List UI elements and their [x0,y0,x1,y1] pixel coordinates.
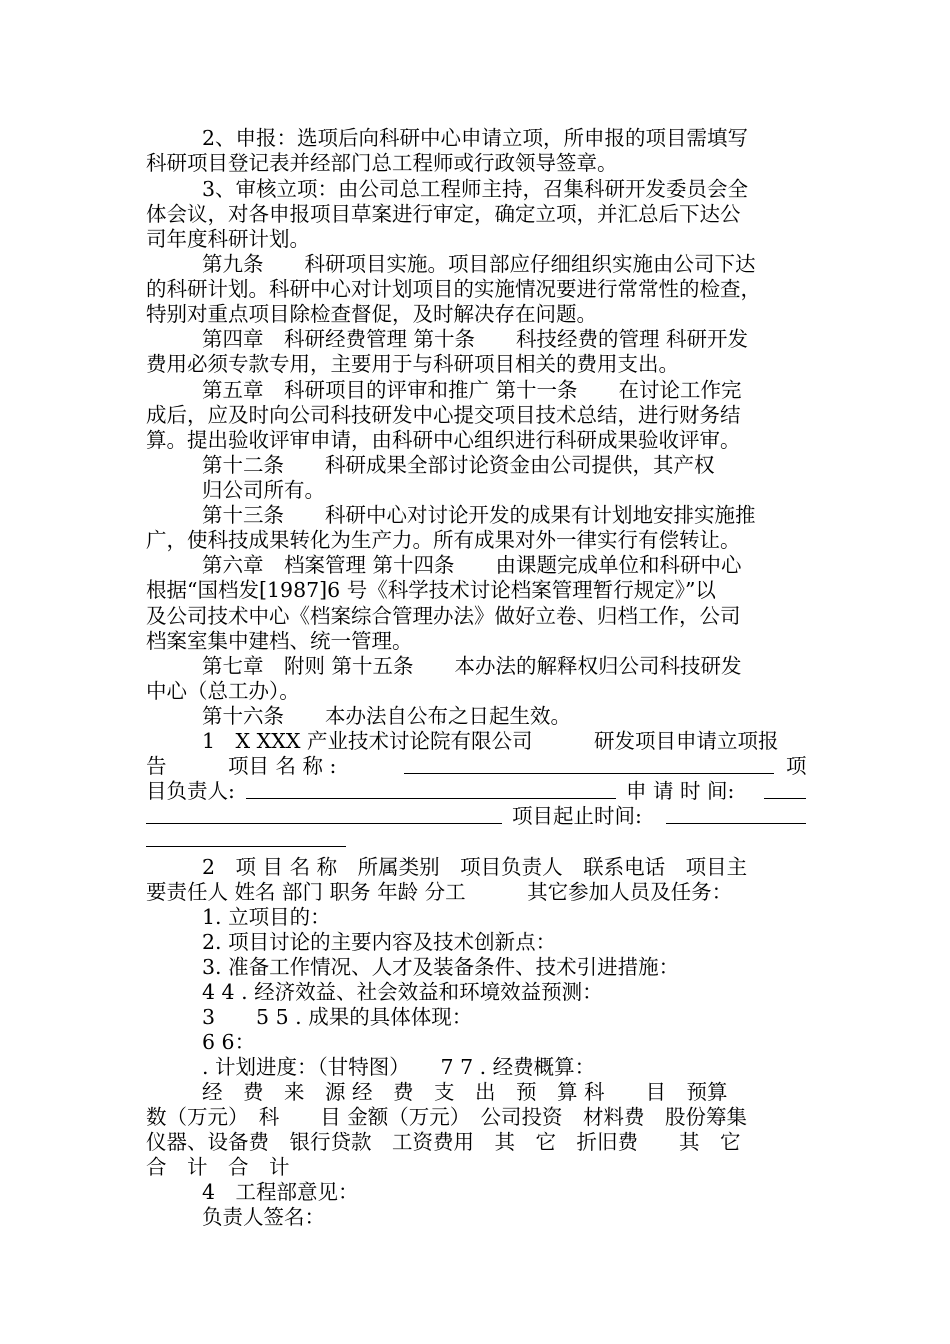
paragraph-line: 第六章 档案管理 第十四条 由课题完成单位和科研中心 [202,553,742,577]
list-item: 1. 立项目的： [202,905,331,929]
project-period-blank [666,823,806,824]
paragraph-line: 档案室集中建档、统一管理。 [146,629,413,653]
list-item: 3. 准备工作情况、人才及装备条件、技术引进措施： [202,955,680,979]
list-item: . 计划进度：（甘特图） 7 7 . 经费概算： [202,1055,596,1079]
paragraph-line: 及公司技术中心《档案综合管理办法》做好立卷、归档工作，公司 [146,604,741,628]
signature-label: 负责人签名： [202,1205,325,1229]
paragraph-line: 特别对重点项目除检查督促，及时解决存在问题。 [146,302,597,326]
project-name-blank [404,773,774,774]
table-header-line: 2 项 目 名 称 所属类别 项目负责人 联系电话 项目主 [202,855,748,879]
paragraph-line: 项 [786,754,807,778]
budget-table-line: 合 计 合 计 [146,1155,290,1179]
paragraph-line: 的科研计划。科研中心对计划项目的实施情况要进行常常性的检查， [146,277,761,301]
project-period-blank-cont [146,846,346,847]
list-item: 6 6： [202,1030,256,1054]
project-leader-blank [246,798,616,799]
engineering-opinion: 4 工程部意见： [202,1180,359,1204]
paragraph-line: 科研项目登记表并经部门总工程师或行政领导签章。 [146,151,618,175]
paragraph-line: 司年度科研计划。 [146,227,310,251]
list-item: 4 4 . 经济效益、社会效益和环境效益预测： [202,980,603,1004]
paragraph-line: 中心（总工办）。 [146,679,300,703]
budget-table-line: 数（万元） 科 目 金额（万元） 公司投资 材料费 股份筹集 [146,1105,748,1129]
paragraph-line: 第五章 科研项目的评审和推广 第十一条 在讨论工作完 [202,378,742,402]
apply-time-blank-cont [146,823,502,824]
paragraph-line: 成后，应及时向公司科技研发中心提交项目技术总结，进行财务结 [146,403,741,427]
project-name-label: 告 项目 名 称 : [146,754,337,778]
paragraph-line: 第七章 附则 第十五条 本办法的解释权归公司科技研发 [202,654,742,678]
paragraph-line: 第十二条 科研成果全部讨论资金由公司提供，其产权 [202,453,715,477]
paragraph-line: 广，使科技成果转化为生产力。所有成果对外一律实行有偿转让。 [146,528,741,552]
paragraph-line: 算。提出验收评审申请，由科研中心组织进行科研成果验收评审。 [146,428,741,452]
paragraph-line: 归公司所有。 [202,478,325,502]
paragraph-line: 3、审核立项：由公司总工程师主持，召集科研开发委员会全 [202,177,749,201]
paragraph-line: 2、申报：选项后向科研中心申请立项，所申报的项目需填写 [202,126,749,150]
project-period-label: 项目起止时间: [512,804,642,828]
table-header-line: 要责任人 姓名 部门 职务 年龄 分工 其它参加人员及任务： [146,880,733,904]
list-item: 3 5 5 . 成果的具体体现： [202,1005,473,1029]
apply-time-label: 申 请 时 间: [626,779,735,803]
paragraph-line: 第十六条 本办法自公布之日起生效。 [202,704,571,728]
paragraph-line: 体会议，对各申报项目草案进行审定，确定立项，并汇总后下达公 [146,202,741,226]
paragraph-line: 费用必须专款专用，主要用于与科研项目相关的费用支出。 [146,352,679,376]
budget-table-line: 仪器、设备费 银行贷款 工资费用 其 它 折旧费 其 它 [146,1130,741,1154]
project-leader-label: 目负责人: [146,779,235,803]
apply-time-blank [764,798,806,799]
paragraph-line: 第四章 科研经费管理 第十条 科技经费的管理 科研开发 [202,327,749,351]
form-title-line: 1 X XXX 产业技术讨论院有限公司 研发项目申请立项报 [202,729,779,753]
list-item: 2. 项目讨论的主要内容及技术创新点： [202,930,557,954]
budget-table-line: 经 费 来 源 经 费 支 出 预 算 科 目 预算 [202,1080,728,1104]
paragraph-line: 第九条 科研项目实施。项目部应仔细组织实施由公司下达 [202,252,756,276]
paragraph-line: 第十三条 科研中心对讨论开发的成果有计划地安排实施推 [202,503,756,527]
paragraph-line: 根据“国档发[1987]6 号《科学技术讨论档案管理暂行规定》”以 [146,578,716,602]
